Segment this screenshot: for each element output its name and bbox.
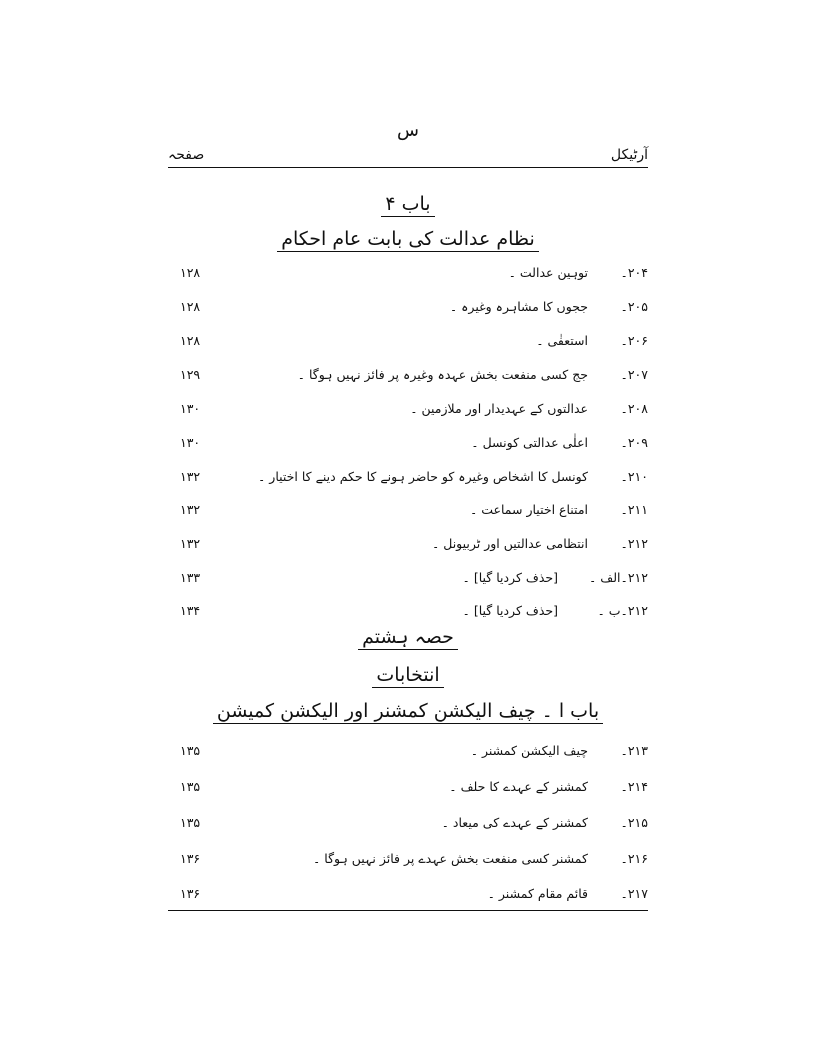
article-title: چیف الیکشن کمشنر ۔ — [470, 743, 588, 758]
toc-entry — [168, 433, 648, 455]
article-number: ۲۱۱۔ — [620, 502, 648, 517]
page-column-label: صفحہ — [168, 147, 205, 163]
article-title: کمشنر کسی منفعت بخش عہدے پر فائز نہیں ہوگا ۔ — [312, 851, 588, 866]
part-8-label: حصہ ہشتم — [358, 626, 458, 650]
page-number: ۱۳۰ — [180, 401, 201, 416]
article-number: ۲۱۴۔ — [620, 779, 648, 794]
page-number: ۱۲۸ — [180, 333, 201, 348]
article-number: ۲۱۰۔ — [620, 469, 648, 484]
toc-entry — [168, 534, 648, 556]
page-number: ۱۲۸ — [180, 299, 201, 314]
toc-entry — [168, 601, 648, 623]
article-title: اعلٰی عدالتی کونسل ۔ — [471, 435, 588, 450]
page-number: ۱۳۳ — [180, 570, 201, 585]
article-number: ۲۱۶۔ — [620, 851, 648, 866]
part-8-subheading — [0, 664, 816, 688]
page-number: ۱۳۵ — [180, 779, 201, 794]
article-number: ۲۰۵۔ — [620, 299, 648, 314]
article-title: کونسل کا اشخاص وغیرہ کو حاضر ہونے کا حکم دینے کا اختیار ۔ — [257, 469, 588, 484]
column-header-row — [168, 145, 648, 168]
article-title: امتناع اختیار سماعت ۔ — [469, 502, 588, 517]
article-number: ۲۰۴۔ — [620, 265, 648, 280]
page-number: ۱۳۲ — [180, 536, 201, 551]
chapter-4-label: باب ۴ — [381, 193, 434, 217]
article-title: [حذف کردیا گیا] ۔ — [462, 603, 558, 618]
toc-entry — [168, 263, 648, 285]
toc-entry — [168, 568, 648, 590]
part-8-chapter-heading — [0, 700, 816, 724]
page-number: ۱۳۵ — [180, 743, 201, 758]
article-number: ۲۱۲۔ — [620, 536, 648, 551]
article-number: ۲۱۷۔ — [620, 886, 648, 901]
article-title: ججوں کا مشاہرہ وغیرہ ۔ — [449, 299, 588, 314]
article-number: ۲۱۲۔الف ۔ — [589, 570, 648, 585]
toc-entry — [168, 467, 648, 489]
article-number: ۲۱۲۔ب ۔ — [597, 603, 648, 618]
chapter-4-heading — [0, 193, 816, 217]
toc-entry — [168, 813, 648, 835]
toc-entry — [168, 741, 648, 763]
article-number: ۲۰۸۔ — [620, 401, 648, 416]
page-number: ۱۲۹ — [180, 367, 201, 382]
page-number: ۱۳۵ — [180, 815, 201, 830]
toc-entry — [168, 297, 648, 319]
article-title: [حذف کردیا گیا] ۔ — [462, 570, 558, 585]
part-8-chapter-title: باب ا ۔ چیف الیکشن کمشنر اور الیکشن کمیشن — [213, 700, 603, 724]
article-title: قائم مقام کمشنر ۔ — [487, 886, 588, 901]
article-number: ۲۱۵۔ — [620, 815, 648, 830]
toc-entry — [168, 777, 648, 799]
article-title: جج کسی منفعت بخش عہدہ وغیرہ پر فائز نہیں ہوگا ۔ — [297, 367, 588, 382]
article-number: ۲۰۷۔ — [620, 367, 648, 382]
page-number: ۱۳۶ — [180, 851, 201, 866]
toc-entry — [168, 365, 648, 387]
article-title: انتظامی عدالتیں اور ٹربیونل ۔ — [431, 536, 588, 551]
toc-entry — [168, 399, 648, 421]
article-title: کمشنر کے عہدے کا حلف ۔ — [449, 779, 588, 794]
page-number: ۱۲۸ — [180, 265, 201, 280]
page-number: ۱۳۴ — [180, 603, 201, 618]
bottom-divider — [168, 910, 648, 911]
page-number: ۱۳۲ — [180, 469, 201, 484]
page-letter: س — [397, 120, 419, 141]
toc-entry — [168, 331, 648, 353]
part-8-subtitle: انتخابات — [372, 664, 443, 688]
page-number: ۱۳۰ — [180, 435, 201, 450]
part-8-heading — [0, 626, 816, 650]
article-column-label: آرٹیکل — [610, 147, 648, 163]
article-number: ۲۱۳۔ — [620, 743, 648, 758]
page-number: ۱۳۲ — [180, 502, 201, 517]
article-title: کمشنر کے عہدے کی میعاد ۔ — [441, 815, 588, 830]
article-title: عدالتوں کے عہدیدار اور ملازمین ۔ — [410, 401, 588, 416]
toc-entry — [168, 500, 648, 522]
toc-entry — [168, 849, 648, 871]
article-title: توہین عدالت ۔ — [508, 265, 588, 280]
article-number: ۲۰۹۔ — [620, 435, 648, 450]
toc-entry — [168, 884, 648, 906]
article-title: استعفٰی ۔ — [536, 333, 588, 348]
page-number: ۱۳۶ — [180, 886, 201, 901]
article-number: ۲۰۶۔ — [620, 333, 648, 348]
chapter-4-title-heading — [0, 228, 816, 252]
chapter-4-title: نظام عدالت کی بابت عام احکام — [277, 228, 539, 252]
